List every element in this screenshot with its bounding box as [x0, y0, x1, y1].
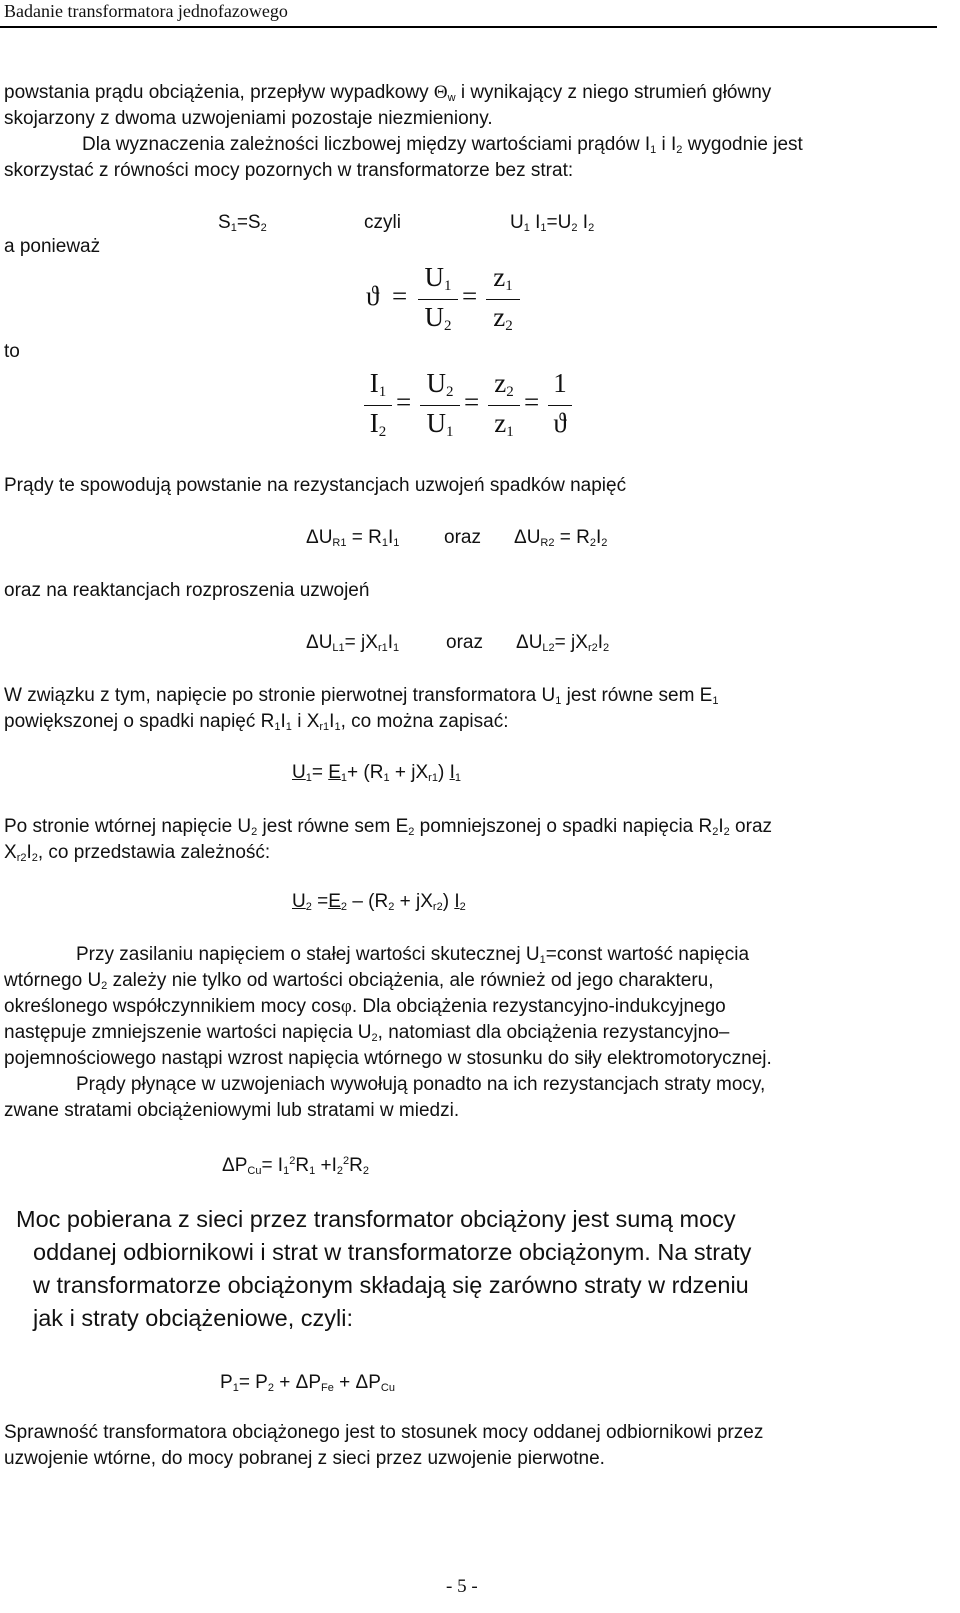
text-line: jak i straty obciążeniowe, czyli: [33, 1305, 353, 1331]
label-a-poniewaz: a ponieważ [4, 236, 101, 257]
text-line: Prądy płynące w uzwojeniach wywołują ponadto na ich rezystancjach straty mocy, [76, 1074, 766, 1095]
equation-secondary-voltage: $U_2 =E_2 - (R_2 + jX_{r2})$ $I_2$ [292, 891, 466, 913]
text-line: skorzystać z równości mocy pozornych w transformatorze bez strat: [4, 160, 574, 181]
page-number: - 5 - [446, 1576, 478, 1597]
text-line: skojarzony z dwoma uzwojeniami pozostaje niezmieniony. [4, 108, 493, 129]
text-line: oddanej odbiornikowi i strat w transformatorze obciążonym. Na straty [33, 1239, 752, 1265]
text-line: w transformatorze obciążonym składają się zarówno straty w rdzeniu [33, 1272, 749, 1298]
paragraph-currents [4, 132, 934, 158]
fraction-i1-i2: $I_1$ $I_2$ [364, 368, 392, 446]
equation-resistive-drop-1: $\Delta U_{R1} = R_1I_1$ [306, 527, 400, 549]
equation-ui-product: $U_1$ $I_1=U_2$ $I_2$ [510, 212, 595, 234]
text-line: Po stronie wtórnej napięcie $U_2$ jest równe sem $E_2$ pomniejszonej o spadki napięcia $R_2I_2$ oraz [4, 816, 773, 838]
equals-sign: = [462, 281, 478, 311]
text-line: Przy zasilaniu napięciem o stałej wartości skutecznej $U_1=const$ wartość napięcia [76, 944, 750, 966]
text-line: $X_{r2}I_2$, co przedstawia zależność: [4, 842, 271, 864]
paragraph-load-character [4, 942, 934, 1124]
text-line: wtórnego $U_2$ zależy nie tylko od wartości obciążenia, ale również od jego charakteru, [4, 970, 714, 992]
equation-copper-losses: $\Delta P_{Cu}= I_1^2R_1 +I_2^2R_2$ [222, 1155, 369, 1177]
text-line: następuje zmniejszenie wartości napięcia $U_2$, natomiast dla obciążenia rezystancyjno– [4, 1022, 730, 1044]
text-line: uzwojenie wtórne, do mocy pobranej z sieci przez uzwojenie pierwotne. [4, 1448, 605, 1469]
fraction-z1-z2: $z_1$ $z_2$ [486, 262, 520, 340]
equals-sign: = [392, 281, 408, 311]
fraction-1-theta: 1 ϑ [548, 368, 572, 446]
paragraph-reactive-drops: oraz na reaktancjach rozproszenia uzwojeń [4, 580, 370, 601]
text-line: Moc pobierana z sieci przez transformator obciążony jest sumą mocy [16, 1206, 736, 1232]
equals-sign: = [464, 387, 480, 417]
word-czyli: czyli [364, 212, 401, 233]
equation-resistive-drop-2: $\Delta U_{R2} = R_2I_2$ [514, 527, 608, 549]
text-line: powstania prądu obciążenia, przepływ wypadkowy $\Theta_w$ i wynikający z niego strumień główny [4, 82, 772, 104]
text-line: W związku z tym, napięcie po stronie pierwotnej transformatora $U_1$ jest równe sem $E_1$ [4, 685, 719, 707]
paragraph-resistive-drops: Prądy te spowodują powstanie na rezystancjach uzwojeń spadków napięć [4, 475, 627, 496]
equals-sign: = [524, 387, 540, 417]
text-line: zwane stratami obciążeniowymi lub stratami w miedzi. [4, 1100, 460, 1121]
text-line: Dla wyznaczenia zależności liczbowej między wartościami prądów $I_1$ i $I_2$ wygodnie jest [82, 134, 803, 156]
equation-apparent-power: $S_1=S_2$ [218, 212, 267, 234]
paragraph-flux [4, 80, 934, 132]
paragraph-efficiency [4, 1420, 934, 1472]
text-line: określonego współczynnikiem mocy cosφ. Dla obciążenia rezystancyjno-indukcyjnego [4, 996, 726, 1017]
equation-primary-voltage: $U_1= E_1+ (R_1 + jX_{r1})$ $I_1$ [292, 762, 461, 784]
fraction-z2-z1: $z_2$ $z_1$ [488, 368, 520, 446]
equation-power-balance: $P_1= P_2 + \Delta P_{Fe} + \Delta P_{Cu}$ [220, 1372, 395, 1394]
page-header [0, 0, 937, 28]
label-to: to [4, 341, 20, 362]
paragraph-power-balance [16, 1203, 946, 1335]
equation-reactive-drop-2: $\Delta U_{L2}= jX_{r2}I_2$ [516, 632, 610, 654]
equation-reactive-drop-1: $\Delta U_{L1}= jX_{r1}I_1$ [306, 632, 400, 654]
theta-symbol: ϑ [366, 281, 380, 311]
paragraph-secondary-voltage [4, 814, 934, 866]
word-oraz: oraz [444, 527, 481, 548]
text-line: pojemnościowego nastąpi wzrost napięcia wtórnego w stosunku do siły elektromotorycznej. [4, 1048, 772, 1069]
equals-sign: = [396, 387, 412, 417]
paragraph-primary-voltage [4, 683, 934, 735]
fraction-u1-u2: $U_1$ $U_2$ [418, 262, 458, 340]
text-line: powiększonej o spadki napięć $R_1I_1$ i $X_{r1}I_1$, co można zapisać: [4, 711, 509, 733]
word-oraz: oraz [446, 632, 483, 653]
text-line: Sprawność transformatora obciążonego jest to stosunek mocy oddanej odbiornikowi przez [4, 1422, 764, 1443]
header-title: Badanie transformatora jednofazowego [4, 1, 288, 21]
fraction-u2-u1: $U_2$ $U_1$ [420, 368, 460, 446]
